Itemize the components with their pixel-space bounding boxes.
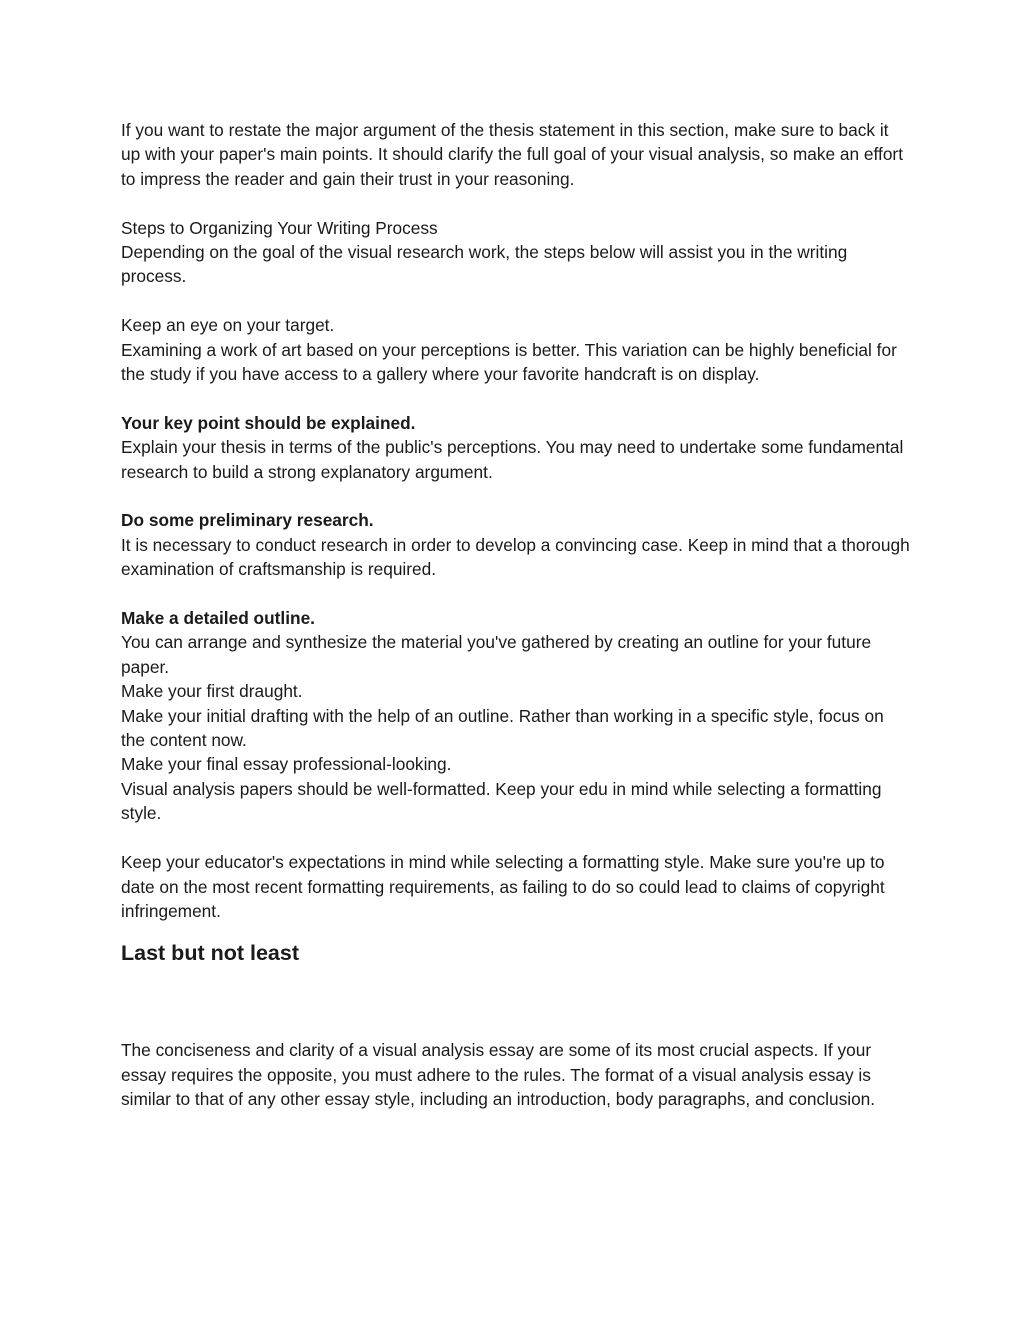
educator-paragraph: Keep your educator's expectations in mind while selecting a formatting style. Make sure you're up to date on the most recent formatting requirements, as failing to do so could lead to claims of copyright infringement. xyxy=(121,852,885,921)
target-body: Examining a work of art based on your perceptions is better. This variation can be highly beneficial for the study if you have access to a gallery where your favorite handcraft is on display. xyxy=(121,339,897,385)
draught-title: Make your first draught. xyxy=(121,681,303,702)
steps-intro: Depending on the goal of the visual research work, the steps below will assist you in the writing process. xyxy=(121,242,848,287)
outline-title: Make a detailed outline. xyxy=(121,608,315,629)
outline-body: You can arrange and synthesize the material you've gathered by creating an outline for your future paper. xyxy=(121,632,872,677)
target-title: Keep an eye on your target. xyxy=(121,315,335,336)
conclusion-paragraph: The conciseness and clarity of a visual analysis essay are some of its most crucial aspects. If your essay requires the opposite, you must adhere to the rules. The format of a visual analysis essay is similar to that of any other essay style, including an introduction, body paragraphs, and conclusion. xyxy=(121,1040,876,1110)
final-title: Make your final essay professional-looking. xyxy=(121,754,452,775)
last-heading: Last but not least xyxy=(121,941,299,966)
document-page xyxy=(121,118,911,1112)
final-body: Visual analysis papers should be well-formatted. Keep your edu in mind while selecting a formatting style. xyxy=(121,778,882,824)
draught-body: Make your initial drafting with the help of an outline. Rather than working in a specific style, focus on the content now. xyxy=(121,705,884,751)
intro-paragraph: If you want to restate the major argument of the thesis statement in this section, make sure to back it up with your paper's main points. It should clarify the full goal of your visual analysis, so make an effort to impress the reader and gain their trust in your reasoning. xyxy=(121,120,903,189)
research-title: Do some preliminary research. xyxy=(121,510,374,531)
keypoint-body: Explain your thesis in terms of the public's perceptions. You may need to undertake some fundamental research to build a strong explanatory argument. xyxy=(121,437,904,482)
keypoint-title: Your key point should be explained. xyxy=(121,412,416,433)
steps-title: Steps to Organizing Your Writing Process xyxy=(121,217,438,238)
research-body: It is necessary to conduct research in order to develop a convincing case. Keep in mind that a thorough examination of craftsmanship is required. xyxy=(121,534,910,580)
